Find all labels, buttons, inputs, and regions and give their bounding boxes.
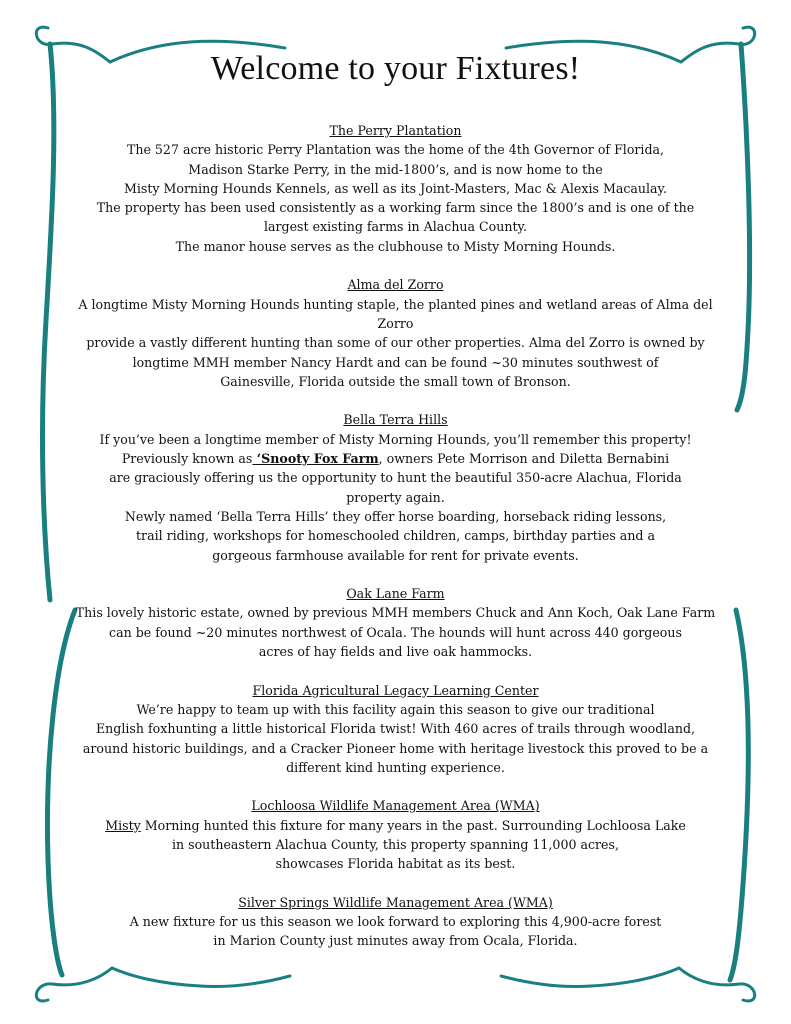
fixture-bella-terra-hills bbox=[60, 410, 731, 564]
section-line: Newly named ‘Bella Terra Hills’ they offer horse boarding, horseback riding lessons, bbox=[124, 508, 667, 524]
page-title: Welcome to your Fixtures! bbox=[210, 50, 581, 87]
section-line: English foxhunting a little historical Florida twist! With 460 acres of trails through woodland, bbox=[95, 721, 696, 737]
section-line: gorgeous farmhouse available for rent for private events. bbox=[212, 547, 579, 563]
section-line: trail riding, workshops for homeschooled children, camps, birthday parties and a bbox=[135, 528, 656, 544]
section-line: largest existing farms in Alachua County. bbox=[263, 219, 527, 235]
fixture-florida-agricultural-legacy bbox=[60, 681, 731, 777]
section-line: are graciously offering us the opportunity to hunt the beautiful 350-acre Alachua, Florida bbox=[109, 470, 682, 486]
line-text: Previously known as bbox=[121, 451, 253, 467]
section-line: acres of hay fields and live oak hammocks. bbox=[258, 644, 533, 660]
section-title: Silver Springs Wildlife Management Area (WMA) bbox=[238, 894, 553, 910]
line-text-underlined: Misty bbox=[105, 817, 141, 833]
line-text: Morning hunted this fixture for many years in the past. Surrounding Lochloosa Lake bbox=[140, 817, 686, 833]
section-title: Lochloosa Wildlife Management Area (WMA) bbox=[251, 798, 540, 814]
section-line: A new fixture for us this season we look forward to exploring this 4,900-acre forest bbox=[129, 914, 662, 930]
section-title: The Perry Plantation bbox=[329, 123, 462, 138]
section-line: can be found ~20 minutes northwest of Ocala. The hounds will hunt across 440 gorgeous bbox=[109, 624, 682, 640]
section-line: showcases Florida habitat as its best. bbox=[275, 856, 516, 872]
fixtures-list bbox=[60, 121, 731, 970]
section-title: Florida Agricultural Legacy Learning Center bbox=[252, 682, 539, 698]
section-line: Misty Morning Hounds Kennels, as well as its Joint-Masters, Mac & Alexis Macaulay. bbox=[123, 180, 668, 196]
section-title: Oak Lane Farm bbox=[346, 586, 445, 602]
section-line: The property has been used consistently as a working farm since the 1800’s and is one of the bbox=[96, 200, 695, 216]
section-line: The manor house serves as the clubhouse to Misty Morning Hounds. bbox=[175, 238, 616, 254]
fixture-perry-plantation bbox=[60, 121, 731, 256]
section-line: The 527 acre historic Perry Plantation was the home of the 4th Governor of Florida, bbox=[126, 142, 665, 158]
section-line: A longtime Misty Morning Hounds hunting staple, the planted pines and wetland areas of Alma del Zorro bbox=[78, 296, 713, 331]
fixture-oak-lane-farm bbox=[60, 584, 731, 661]
section-line: property again. bbox=[346, 489, 445, 505]
swash-right-upper bbox=[737, 44, 750, 410]
snooty-fox-farm-link[interactable]: ‘Snooty Fox Farm bbox=[252, 451, 379, 467]
section-line: provide a vastly different hunting than some of our other properties. Alma del Zorro is owned by bbox=[86, 335, 705, 351]
section-line: If you’ve been a longtime member of Misty Morning Hounds, you’ll remember this property! bbox=[99, 431, 692, 447]
swash-right-lower bbox=[730, 610, 748, 980]
section-line: longtime MMH member Nancy Hardt and can be found ~30 minutes southwest of bbox=[132, 354, 659, 370]
section-line: This lovely historic estate, owned by previous MMH members Chuck and Ann Koch, Oak Lane Farm bbox=[75, 605, 716, 621]
section-line: in southeastern Alachua County, this property spanning 11,000 acres, bbox=[172, 836, 619, 852]
section-line: different kind hunting experience. bbox=[286, 759, 505, 775]
section-line: Gainesville, Florida outside the small town of Bronson. bbox=[220, 373, 571, 389]
section-line: in Marion County just minutes away from Ocala, Florida. bbox=[213, 933, 578, 949]
line-text: , owners Pete Morrison and Diletta Bernabini bbox=[378, 451, 670, 467]
flourish-bottom-right bbox=[501, 968, 755, 1001]
flourish-bottom-left bbox=[36, 968, 290, 1001]
section-line: We’re happy to team up with this facility again this season to give our traditional bbox=[136, 701, 655, 717]
section-title: Alma del Zorro bbox=[347, 277, 444, 293]
section-line: Madison Starke Perry, in the mid-1800’s, and is now home to the bbox=[188, 161, 603, 177]
section-title: Bella Terra Hills bbox=[343, 412, 448, 428]
fixture-alma-del-zorro bbox=[60, 275, 731, 391]
section-line bbox=[60, 816, 731, 835]
section-line: around historic buildings, and a Cracker Pioneer home with heritage livestock this proved to be a bbox=[82, 740, 709, 756]
section-line-with-link bbox=[60, 449, 731, 468]
swash-left-upper bbox=[43, 44, 54, 600]
fixture-lochloosa-wma bbox=[60, 796, 731, 873]
fixture-silver-springs-wma bbox=[60, 893, 731, 951]
